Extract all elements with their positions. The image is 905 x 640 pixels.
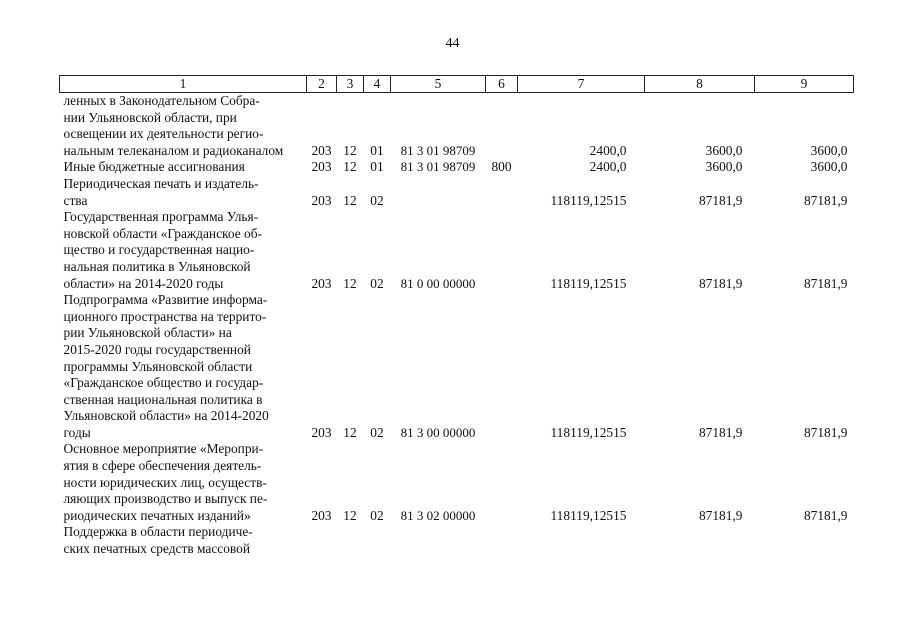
amount-col8-cell: 3600,0 <box>705 159 743 175</box>
grbs-code-cell: 203 <box>311 142 332 158</box>
page-number: 44 <box>445 36 460 51</box>
target-item-cell: 81 3 00 00000 <box>400 424 476 440</box>
expense-type-cell <box>486 176 518 209</box>
section-cell: 12 <box>343 142 357 158</box>
amount-col8-cell: 87181,9 <box>698 275 743 291</box>
column-header-9: 9 <box>755 76 854 93</box>
subsection-cell <box>364 524 391 557</box>
column-header-8: 8 <box>645 76 755 93</box>
amount-col8-cell <box>645 524 755 557</box>
description-line: ленных в Законодательном Собра- <box>63 93 260 108</box>
grbs-code-cell: 203 <box>311 507 332 523</box>
row-description <box>60 524 307 557</box>
description-line: области» на 2014-2020 годы <box>63 275 224 291</box>
amount-col9-cell: 87181,9 <box>803 192 848 208</box>
subsection-cell: 02 <box>370 192 384 208</box>
table-header <box>60 76 854 93</box>
description-line: Поддержка в области периодиче- <box>63 524 253 540</box>
row-description <box>60 209 307 292</box>
section-cell: 12 <box>343 159 357 175</box>
header-row <box>60 76 854 93</box>
grbs-code-cell: 203 <box>311 192 332 208</box>
expense-type-cell <box>486 441 518 524</box>
row-description <box>60 93 307 160</box>
description-line: ности юридических лиц, осуществ- <box>63 474 267 490</box>
column-header-1: 1 <box>60 76 307 93</box>
target-item-cell: 81 3 01 98709 <box>400 142 476 158</box>
description-line: ских печатных средств массовой <box>63 541 251 557</box>
description-line: нальная политика в Ульяновской <box>63 258 251 274</box>
column-header-2: 2 <box>307 76 337 93</box>
description-line: Иные бюджетные ассигнования <box>63 159 245 175</box>
description-line: Периодическая печать и издатель- <box>63 175 259 191</box>
row-description <box>60 292 307 441</box>
section-cell: 12 <box>343 507 357 523</box>
expense-type-cell <box>486 93 518 160</box>
expense-type-cell <box>486 209 518 292</box>
table-row <box>60 93 854 160</box>
description-line: 2015-2020 годы государственной <box>63 341 251 357</box>
description-line: Основное мероприятие «Меропри- <box>63 441 264 457</box>
row-description <box>60 176 307 209</box>
description-line: ляющих производство и выпуск пе- <box>63 491 268 507</box>
grbs-code-cell: 203 <box>311 424 332 440</box>
row-description <box>60 441 307 524</box>
description-line: Ульяновской области» на 2014-2020 <box>63 408 269 424</box>
amount-col8-cell: 87181,9 <box>698 424 743 440</box>
section-cell: 12 <box>343 275 357 291</box>
grbs-code-cell <box>307 524 337 557</box>
table-row <box>60 441 854 524</box>
column-header-7: 7 <box>518 76 645 93</box>
amount-col9-cell <box>755 524 854 557</box>
amount-col7-cell: 2400,0 <box>589 142 627 158</box>
amount-col9-cell: 87181,9 <box>803 507 848 523</box>
amount-col7-cell: 2400,0 <box>589 159 627 175</box>
subsection-cell: 02 <box>370 507 384 523</box>
target-item-cell <box>391 176 486 209</box>
subsection-cell: 02 <box>370 424 384 440</box>
description-line: рии Ульяновской области» на <box>63 325 232 341</box>
description-line: нии Ульяновской области, при <box>63 109 237 125</box>
section-cell: 12 <box>343 424 357 440</box>
table-row <box>60 209 854 292</box>
expense-type-cell <box>486 524 518 557</box>
section-cell <box>337 524 364 557</box>
amount-col8-cell: 87181,9 <box>698 507 743 523</box>
column-header-3: 3 <box>337 76 364 93</box>
subsection-cell: 02 <box>370 275 384 291</box>
amount-col9-cell: 87181,9 <box>803 275 848 291</box>
amount-col7-cell: 118119,12515 <box>550 275 627 291</box>
description-line: «Гражданское общество и государ- <box>63 375 264 391</box>
grbs-code-cell: 203 <box>311 159 332 175</box>
table-row <box>60 176 854 209</box>
description-line: освещении их деятельности регио- <box>63 126 264 142</box>
description-line: ятия в сфере обеспечения деятель- <box>63 458 262 474</box>
amount-col9-cell: 3600,0 <box>810 159 848 175</box>
description-line: ственная национальная политика в <box>63 391 263 407</box>
target-item-cell <box>391 524 486 557</box>
table-row <box>60 159 854 176</box>
expense-type-cell: 800 <box>491 159 512 175</box>
subsection-cell: 01 <box>370 159 384 175</box>
description-line: щество и государственная нацио- <box>63 242 255 258</box>
description-line: ства <box>63 192 88 208</box>
amount-col9-cell: 87181,9 <box>803 424 848 440</box>
description-line: годы <box>63 424 91 440</box>
description-line: нальным телеканалом и радиоканалом <box>63 142 284 158</box>
target-item-cell: 81 3 01 98709 <box>400 159 476 175</box>
column-header-5: 5 <box>391 76 486 93</box>
description-line: ционного пространства на террито- <box>63 308 267 324</box>
description-line: программы Ульяновской области <box>63 358 253 374</box>
amount-col7-cell <box>518 524 645 557</box>
column-header-4: 4 <box>364 76 391 93</box>
budget-table <box>59 75 854 558</box>
table-row <box>60 524 854 557</box>
amount-col7-cell: 118119,12515 <box>550 192 627 208</box>
description-line: Государственная программа Улья- <box>63 209 259 225</box>
description-line: Подпрограмма «Развитие информа- <box>63 292 268 308</box>
table-body <box>60 93 854 558</box>
description-line: риодических печатных изданий» <box>63 507 251 523</box>
amount-col9-cell: 3600,0 <box>810 142 848 158</box>
amount-col8-cell: 3600,0 <box>705 142 743 158</box>
grbs-code-cell: 203 <box>311 275 332 291</box>
target-item-cell: 81 3 02 00000 <box>400 507 476 523</box>
description-line: новской области «Гражданское об- <box>63 225 262 241</box>
amount-col7-cell: 118119,12515 <box>550 424 627 440</box>
table-row <box>60 292 854 441</box>
expense-type-cell <box>486 292 518 441</box>
subsection-cell: 01 <box>370 142 384 158</box>
amount-col7-cell: 118119,12515 <box>550 507 627 523</box>
column-header-6: 6 <box>486 76 518 93</box>
row-description <box>60 159 307 176</box>
amount-col8-cell: 87181,9 <box>698 192 743 208</box>
section-cell: 12 <box>343 192 357 208</box>
target-item-cell: 81 0 00 00000 <box>400 275 476 291</box>
